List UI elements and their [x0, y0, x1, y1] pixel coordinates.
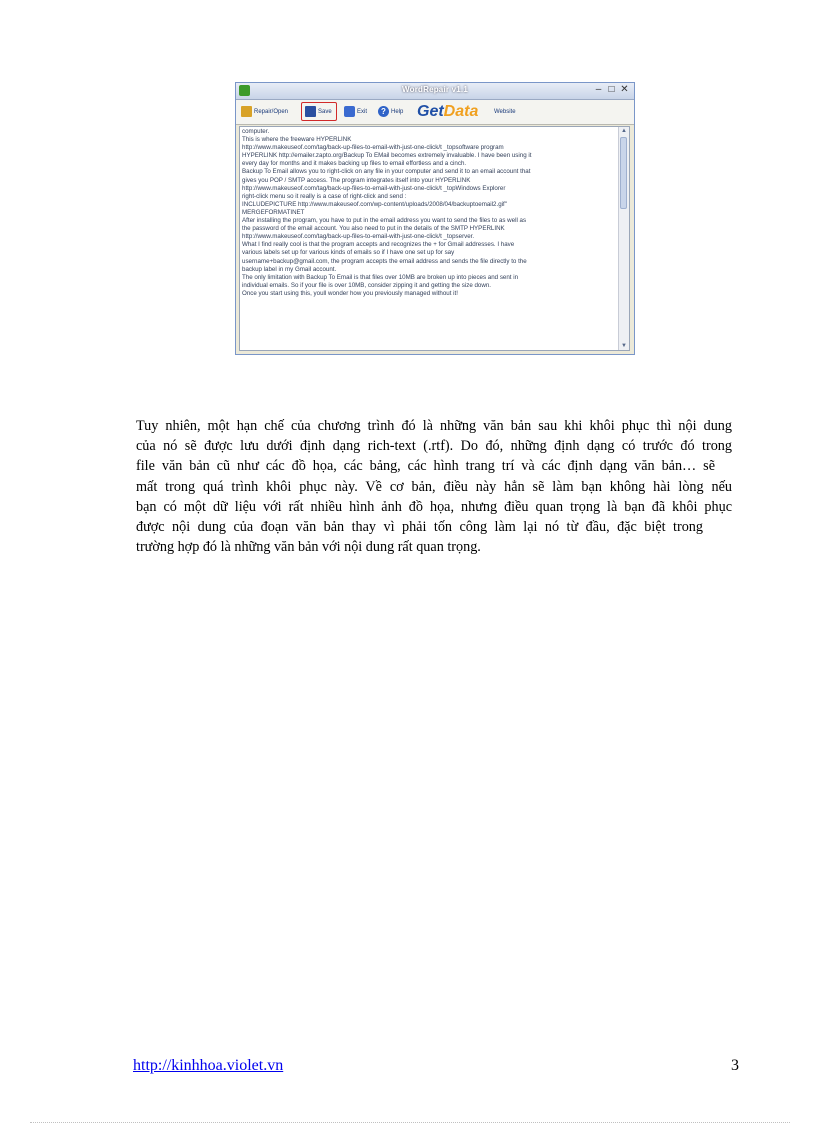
repair-icon: [241, 106, 252, 117]
document-text-line: every day for months and it makes backing up files to email effortless and a cinch.: [242, 160, 467, 168]
document-text: [242, 128, 618, 298]
wordrepair-screenshot: [235, 82, 635, 355]
help-label: Help: [391, 108, 404, 115]
body-paragraph: [136, 416, 732, 557]
document-text-line: the password of the email account. You also need to put in the details of the SMTP HYPERLINK: [242, 225, 505, 233]
save-label: Save: [318, 108, 332, 115]
document-text-line: individual emails. So if your file is over 10MB, consider zipping it and getting the size down.: [242, 281, 492, 289]
document-text-line: right-click menu so it really is a case of right-click and send :: [242, 192, 407, 200]
document-text-line: This is where the freeware HYPERLINK: [242, 136, 352, 144]
website-button[interactable]: [494, 103, 516, 120]
close-icon[interactable]: ✕: [620, 84, 629, 95]
page-number: 3: [731, 1057, 739, 1074]
document-text-line: http://www.makeuseof.com/tag/back-up-files-to-email-with-just-one-click/t _topsoftware program: [242, 144, 504, 152]
save-button[interactable]: [305, 103, 332, 120]
document-text-line: computer.: [242, 128, 270, 135]
body-line: được nội dung của đoạn văn bản thay vì phải tốn công làm lại nó từ đầu, đặc biệt trong: [136, 519, 703, 536]
document-text-line: various labels set up for various kinds of emails so if I have one set up for say: [242, 249, 455, 257]
body-line: bạn có một dữ liệu với rất nhiều hình ảnh đồ họa, nhưng điều quan trọng là bạn đã khôi phục: [136, 498, 732, 515]
window-controls: [591, 84, 630, 95]
document-text-line: http://www.makeuseof.com/tag/back-up-files-to-email-with-just-one-click/t _topserver.: [242, 233, 475, 241]
document-text-line: http://www.makeuseof.com/tag/back-up-files-to-email-with-just-one-click/t _topWindows Explorer: [242, 184, 506, 192]
document-text-line: gives you POP / SMTP access. The program integrates itself into your HYPERLINK: [242, 176, 471, 184]
minimize-icon[interactable]: –: [595, 84, 602, 95]
document-text-line: backup label in my Gmail account.: [242, 265, 337, 273]
toolbar: [236, 100, 634, 125]
exit-icon: [344, 106, 355, 117]
window-titlebar: [236, 83, 634, 100]
getdata-logo: GetData: [417, 103, 479, 120]
document-text-line: MERGEFORMATINET: [242, 208, 305, 216]
document-text-line: After installing the program, you have to put in the email address you want to send the files to as well as: [242, 217, 527, 225]
document-text-line: Once you start using this, youll wonder how you previously managed without it!: [242, 289, 458, 297]
maximize-icon[interactable]: □: [608, 84, 615, 95]
document-text-line: username+backup@gmail.com, the program accepts the email address and sends the file directly to the: [242, 257, 527, 265]
website-label: Website: [494, 108, 516, 115]
exit-button[interactable]: [344, 103, 367, 120]
floppy-disk-icon: [305, 106, 316, 117]
body-line: file văn bản cũ như các đồ họa, các bảng, các hình trang trí và các định dạng văn bản… sẽ: [136, 458, 715, 475]
repair-open-label: Repair/Open: [254, 108, 289, 115]
scroll-up-icon[interactable]: ▲: [621, 128, 627, 134]
scroll-down-icon[interactable]: ▼: [621, 343, 627, 349]
document-text-line: The only limitation with Backup To Email is that files over 10MB are broken up into pieces and sent in: [242, 273, 519, 281]
help-button[interactable]: [378, 103, 403, 120]
exit-label: Exit: [357, 108, 368, 115]
help-icon: ?: [378, 106, 389, 117]
body-line: của nó sẽ được lưu dưới định dạng rich-text (.rtf). Do đó, những định dạng có trước đó trong: [136, 438, 732, 455]
body-line: trường hợp đó là những văn bản với nội dung rất quan trọng.: [136, 539, 481, 556]
body-line: Tuy nhiên, một hạn chế của chương trình đó là những văn bản sau khi khôi phục thì nội dung: [136, 418, 732, 434]
repair-open-button[interactable]: [241, 103, 288, 120]
document-text-line: What I find really cool is that the program accepts and recognizes the + for Gmail addresses. I have: [242, 241, 515, 249]
document-text-line: HYPERLINK http://emailer.zapto.org/Backup To EMail becomes extremely invaluable. I have been using it: [242, 152, 532, 160]
document-text-line: Backup To Email allows you to right-click on any file in your computer and send it to an email account that: [242, 168, 531, 176]
document-text-area[interactable]: [239, 126, 630, 351]
scroll-thumb[interactable]: [620, 137, 627, 209]
body-line: mất trong quá trình khôi phục này. Về cơ bản, điều này hẳn sẽ làm bạn không hài lòng nếu: [136, 478, 732, 495]
footer-link[interactable]: http://kinhhoa.violet.vn: [133, 1057, 284, 1074]
vertical-scrollbar[interactable]: [618, 127, 629, 350]
document-text-line: INCLUDEPICTURE http://www.makeuseof.com/wp-content/uploads/2008/04/backuptoemail2.gif": [242, 200, 507, 208]
window-title: WordRepair v1.1: [402, 85, 468, 94]
